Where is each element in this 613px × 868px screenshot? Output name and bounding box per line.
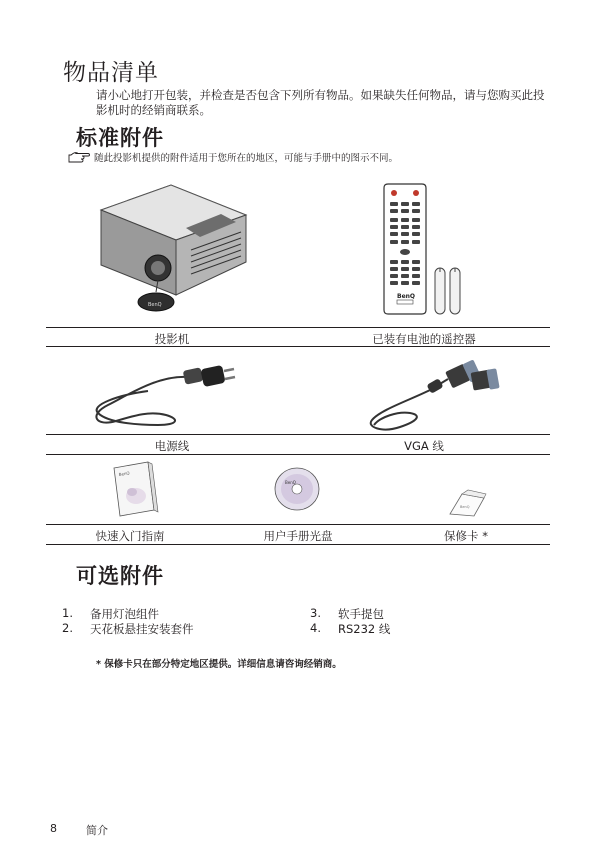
list-item-number: 4. <box>310 621 321 635</box>
standard-note-text: 随此投影机提供的附件适用于您所在的地区，可能与手册中的图示不同。 <box>94 153 399 164</box>
caption-projector: 投影机 <box>154 332 190 346</box>
svg-text:BenQ: BenQ <box>285 480 296 485</box>
svg-text:BenQ: BenQ <box>460 505 470 509</box>
list-item-number: 1. <box>62 606 73 620</box>
section-name: 简介 <box>86 824 108 837</box>
list-item-text: RS232 线 <box>338 622 391 636</box>
svg-text:BenQ: BenQ <box>148 302 162 308</box>
remote-control-image <box>380 182 470 318</box>
list-item-number: 3. <box>310 606 321 620</box>
table-rule <box>46 524 550 525</box>
user-manual-cd-image <box>272 466 322 512</box>
table-rule <box>46 327 550 328</box>
caption-power-cord: 电源线 <box>154 439 190 453</box>
list-item-number: 2. <box>62 621 73 635</box>
vga-cable-image <box>360 355 500 435</box>
standard-note <box>68 150 398 164</box>
warranty-card-image <box>446 488 488 518</box>
remote-brand-logo: BenQ <box>397 293 416 300</box>
projector-image <box>96 180 256 320</box>
caption-vga: VGA 线 <box>404 439 444 453</box>
standard-accessories-heading: 标准附件 <box>76 126 164 150</box>
table-rule <box>46 434 550 435</box>
page-title: 物品清单 <box>63 60 159 86</box>
list-item-text: 备用灯泡组件 <box>90 607 159 621</box>
caption-remote: 已装有电池的遥控器 <box>372 332 476 346</box>
quick-guide-image <box>110 460 160 518</box>
table-rule <box>46 454 550 455</box>
table-rule <box>46 346 550 347</box>
intro-paragraph: 请小心地打开包装，并检查是否包含下列所有物品。如果缺失任何物品，请与您购买此投影机时的经销商联系。 <box>96 88 545 117</box>
warranty-footnote: * 保修卡只在部分特定地区提供。详细信息请咨询经销商。 <box>96 659 342 670</box>
pointing-hand-icon <box>68 152 90 163</box>
caption-cd: 用户手册光盘 <box>263 529 333 543</box>
page-number: 8 <box>50 822 57 835</box>
table-rule <box>46 544 550 545</box>
power-cord-image <box>88 355 248 430</box>
list-item-text: 软手提包 <box>338 607 384 621</box>
optional-accessories-heading: 可选附件 <box>76 564 164 588</box>
svg-text:BenQ: BenQ <box>118 470 130 477</box>
list-item-text: 天花板悬挂安装套件 <box>90 622 194 636</box>
caption-warranty: 保修卡 * <box>444 529 488 543</box>
caption-quick-guide: 快速入门指南 <box>95 529 165 543</box>
